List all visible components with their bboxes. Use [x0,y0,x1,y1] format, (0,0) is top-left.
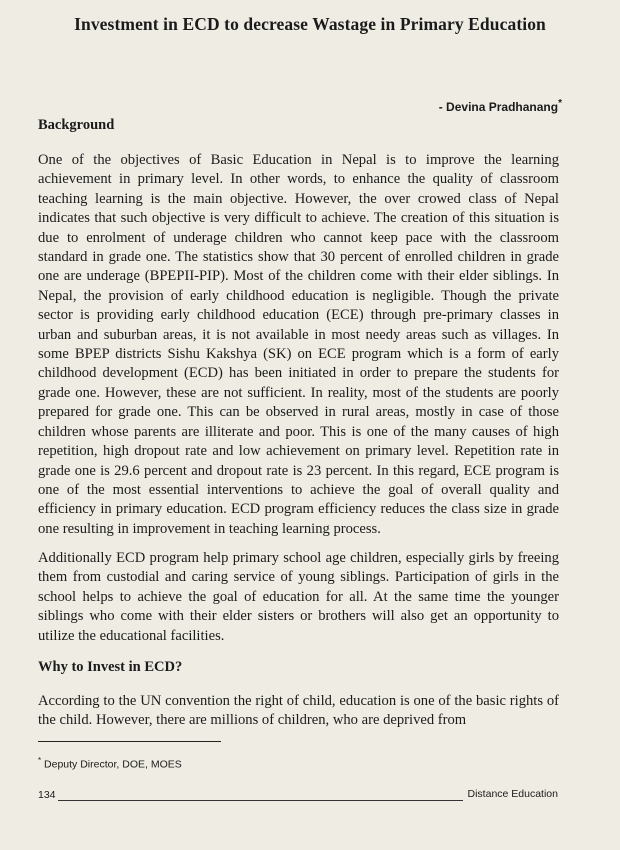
section-heading-why-invest: Why to Invest in ECD? [38,659,183,675]
page-number: 134 [38,789,56,801]
footnote-text: Deputy Director, DOE, MOES [41,758,182,771]
section-heading-background: Background [38,117,115,133]
footnote-mark: * [38,756,42,765]
author-name: - Devina Pradhanang [438,100,559,114]
paragraph-background-1: One of the objectives of Basic Education in Nepal is to improve the learning achievement in primary level. In other words, to enhance the quality of classroom teaching learning is the main objective. However, the over crowed class of Nepal indicates that such objective is very difficult to achieve. The creation of this situation is due to enrolment of underage children who cannot keep pace with the classroom standard in grade one. The statistics show that 30 percent of enrolled children in grade one are underage (BPEPII-PIP). Most of the children come with their elder siblings. In Nepal, the provision of early childhood education is negligible. Though the private sector is providing early childhood education (ECE) through pre-primary classes in urban and suburban areas, it is not available in most needy areas such as villages. In some BPEP districts Sishu Kakshya (SK) on ECE program which is a form of early childhood development (ECD) has been initiated in order to prepare the students for grade one. However, these are not sufficient. In reality, most of the students are poorly prepared for grade one. This can be observed in rural areas, mostly in case of those children whose parents are illiterate and poor. This is one of the many causes of high repetition, high dropout rate and low achievement on primary level. Repetition rate in grade one is 29.6 percent and dropout rate is 23 percent. In this regard, ECE program is one of the most essential interventions to achieve the goal of overall quality and efficiency in primary education. ECD program efficiency reduces the class size in grade one resulting in improvement in teaching learning process. [38,152,559,537]
page-footer [38,788,558,804]
journal-name: Distance Education [467,788,558,800]
footer-rule [58,800,463,801]
article-title: Investment in ECD to decrease Wastage in Primary Education [74,14,546,34]
author-footnote-mark: * [558,98,562,109]
author-byline [439,98,562,114]
paragraph-why-invest-1: According to the UN convention the right of child, education is one of the basic rights of the child. However, there are millions of children, who are deprived from [38,693,559,729]
footnote [38,756,182,771]
footnote-divider [38,741,221,742]
paragraph-background-2: Additionally ECD program help primary school age children, especially girls by freeing them from custodial and caring service of young siblings. Participation of girls in the school helps to achieve the goal of education for all. At the same time the younger siblings who come with their elder sisters or brothers will also get an opportunity to utilize the educational facilities. [38,550,559,644]
